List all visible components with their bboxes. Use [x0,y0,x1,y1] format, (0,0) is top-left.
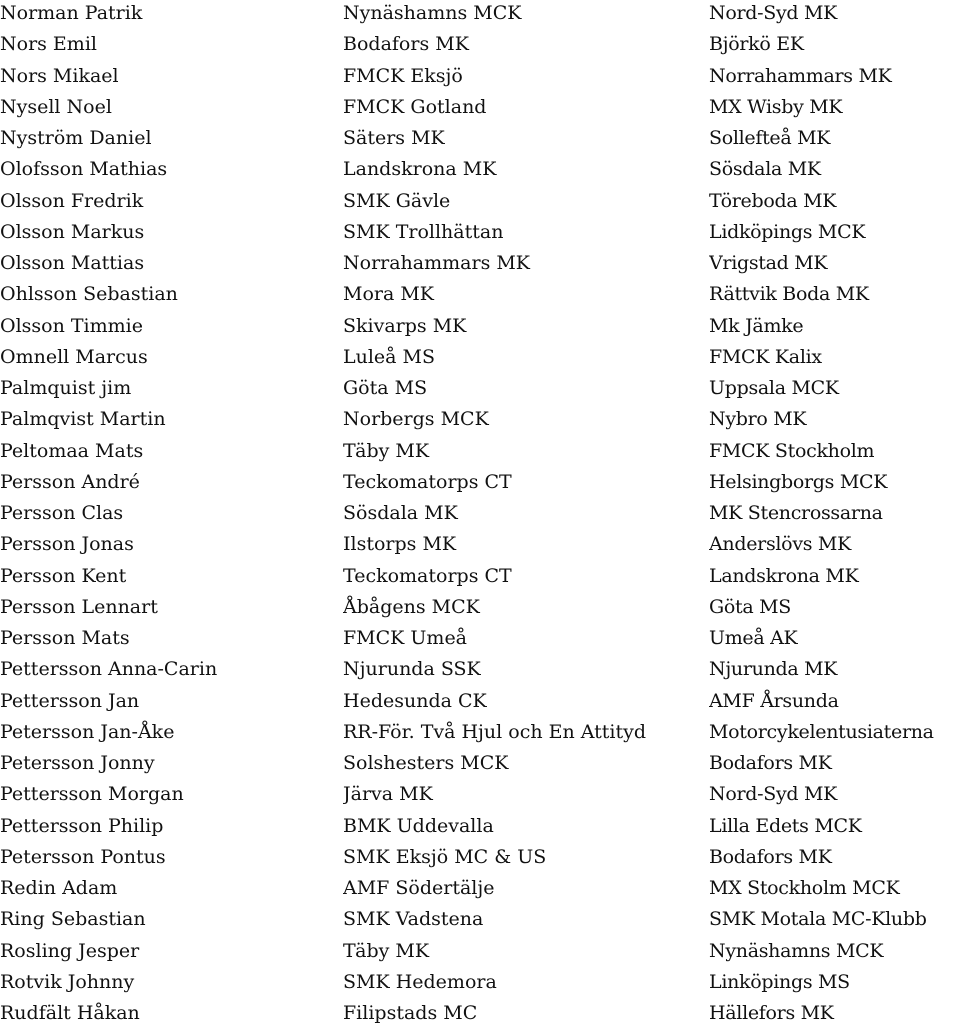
rider-name: Nysell Noel [0,95,112,118]
rider-name: Rosling Jesper [0,939,140,962]
club-name: SMK Eksjö MC & US [343,845,547,868]
rider-name: Olsson Fredrik [0,189,144,212]
rider-name: Rudfält Håkan [0,1002,140,1024]
club-name: Norrahammars MK [343,252,531,274]
rider-name: Persson Clas [0,502,124,524]
club-name: Täby MK [343,439,430,462]
roster-row [0,217,960,248]
secondary-club-name: Landskrona MK [709,564,859,587]
rider-name: Ring Sebastian [0,908,146,931]
club-name: Nynäshamns MCK [343,2,522,24]
roster-row [0,0,960,29]
rider-name: Rotvik Johnny [0,970,135,993]
roster-row [0,436,960,467]
club-name: Norbergs MCK [343,408,489,431]
club-name: Mora MK [343,283,434,306]
club-name: RR-För. Två Hjul och En Attityd [343,720,647,743]
club-name: AMF Södertälje [343,877,495,899]
secondary-club-name: Sollefteå MK [709,127,831,149]
rider-name: Palmqvist Martin [0,408,166,431]
roster-row [0,92,960,123]
roster-row [0,467,960,498]
club-name: FMCK Umeå [343,627,468,649]
roster-row [0,592,960,623]
rider-name: Petersson Jonny [0,752,155,774]
club-name: SMK Gävle [343,189,451,212]
rider-name: Persson Jonas [0,533,134,556]
rider-name: Nors Emil [0,33,97,56]
secondary-club-name: Norrahammars MK [709,64,892,87]
secondary-club-name: FMCK Kalix [709,345,822,368]
roster-row [0,311,960,342]
roster-row [0,717,960,748]
roster-row [0,561,960,592]
rider-name: Persson Mats [0,627,130,649]
roster-row [0,873,960,904]
roster-row [0,811,960,842]
club-name: SMK Trollhättan [343,220,504,243]
roster-row [0,623,960,654]
club-name: Njurunda SSK [343,658,481,681]
roster-row [0,123,960,154]
secondary-club-name: Motorcykelentusiaterna [709,720,934,743]
secondary-club-name: Björkö EK [709,33,804,56]
rider-name: Pettersson Anna-Carin [0,658,218,681]
roster-row [0,279,960,310]
secondary-club-name: Sösdala MK [709,158,821,181]
club-name: FMCK Gotland [343,95,487,118]
club-name: Landskrona MK [343,158,497,181]
secondary-club-name: Uppsala MCK [709,377,839,399]
club-name: Säters MK [343,127,445,149]
roster-row [0,686,960,717]
rider-name: Nyström Daniel [0,127,152,149]
rider-name: Pettersson Philip [0,814,164,837]
secondary-club-name: Töreboda MK [709,189,837,212]
roster-row [0,498,960,529]
roster-row [0,248,960,279]
secondary-club-name: Anderslövs MK [709,533,851,556]
rider-name: Pettersson Morgan [0,783,184,806]
secondary-club-name: Mk Jämke [709,314,804,337]
club-name: SMK Hedemora [343,970,497,993]
club-name: FMCK Eksjö [343,64,463,87]
roster-row [0,936,960,967]
club-name: Teckomatorps CT [343,470,512,493]
rider-name: Ohlsson Sebastian [0,283,178,306]
roster-row [0,998,960,1029]
secondary-club-name: Nybro MK [709,408,807,431]
rider-name: Persson André [0,470,140,493]
secondary-club-name: Helsingborgs MCK [709,470,888,493]
club-name: Teckomatorps CT [343,564,512,587]
club-name: Järva MK [343,783,433,806]
roster-row [0,842,960,873]
secondary-club-name: Hällefors MK [709,1002,834,1024]
rider-name: Omnell Marcus [0,345,148,368]
rider-name: Olofsson Mathias [0,158,168,181]
roster-row [0,186,960,217]
secondary-club-name: Bodafors MK [709,845,832,868]
secondary-club-name: AMF Årsunda [709,689,839,712]
secondary-club-name: Linköpings MS [709,970,850,993]
secondary-club-name: Umeå AK [709,627,798,649]
secondary-club-name: Nord-Syd MK [709,783,838,806]
rider-name: Persson Lennart [0,595,158,618]
roster-row [0,342,960,373]
club-name: Hedesunda CK [343,689,487,712]
roster-row [0,154,960,185]
roster-row [0,654,960,685]
roster-row [0,61,960,92]
rider-name: Peltomaa Mats [0,439,144,462]
club-name: Filipstads MC [343,1002,478,1024]
roster-row [0,29,960,60]
roster-row [0,373,960,404]
club-name: SMK Vadstena [343,908,484,931]
roster-row [0,404,960,435]
rider-name: Palmquist jim [0,377,132,399]
secondary-club-name: SMK Motala MC-Klubb [709,908,927,931]
rider-name: Olsson Markus [0,220,145,243]
rider-name: Pettersson Jan [0,689,140,712]
rider-name: Redin Adam [0,877,118,899]
rider-name: Norman Patrik [0,2,143,24]
club-name: Täby MK [343,939,430,962]
secondary-club-name: Bodafors MK [709,752,832,774]
secondary-club-name: FMCK Stockholm [709,439,875,462]
club-name: Luleå MS [343,345,436,368]
secondary-club-name: Nynäshamns MCK [709,939,884,962]
club-name: Solshesters MCK [343,752,509,774]
club-name: Göta MS [343,377,428,399]
rider-name: Nors Mikael [0,64,119,87]
secondary-club-name: Rättvik Boda MK [709,283,869,306]
secondary-club-name: Lidköpings MCK [709,220,866,243]
club-name: BMK Uddevalla [343,814,494,837]
rider-name: Olsson Timmie [0,314,143,337]
secondary-club-name: MX Wisby MK [709,95,843,118]
rider-name: Petersson Pontus [0,845,166,868]
secondary-club-name: Njurunda MK [709,658,838,681]
club-name: Bodafors MK [343,33,469,56]
club-name: Sösdala MK [343,502,458,524]
roster-row [0,529,960,560]
roster-row [0,967,960,998]
secondary-club-name: MK Stencrossarna [709,502,883,524]
secondary-club-name: Göta MS [709,595,791,618]
roster-row [0,748,960,779]
secondary-club-name: MX Stockholm MCK [709,877,900,899]
rider-name: Petersson Jan-Åke [0,720,175,743]
club-name: Ilstorps MK [343,533,457,556]
roster-row [0,779,960,810]
secondary-club-name: Lilla Edets MCK [709,814,862,837]
club-name: Skivarps MK [343,314,467,337]
secondary-club-name: Vrigstad MK [709,252,828,274]
rider-name: Persson Kent [0,564,127,587]
club-name: Åbågens MCK [343,595,480,618]
roster-row [0,904,960,935]
secondary-club-name: Nord-Syd MK [709,2,838,24]
rider-name: Olsson Mattias [0,252,145,274]
